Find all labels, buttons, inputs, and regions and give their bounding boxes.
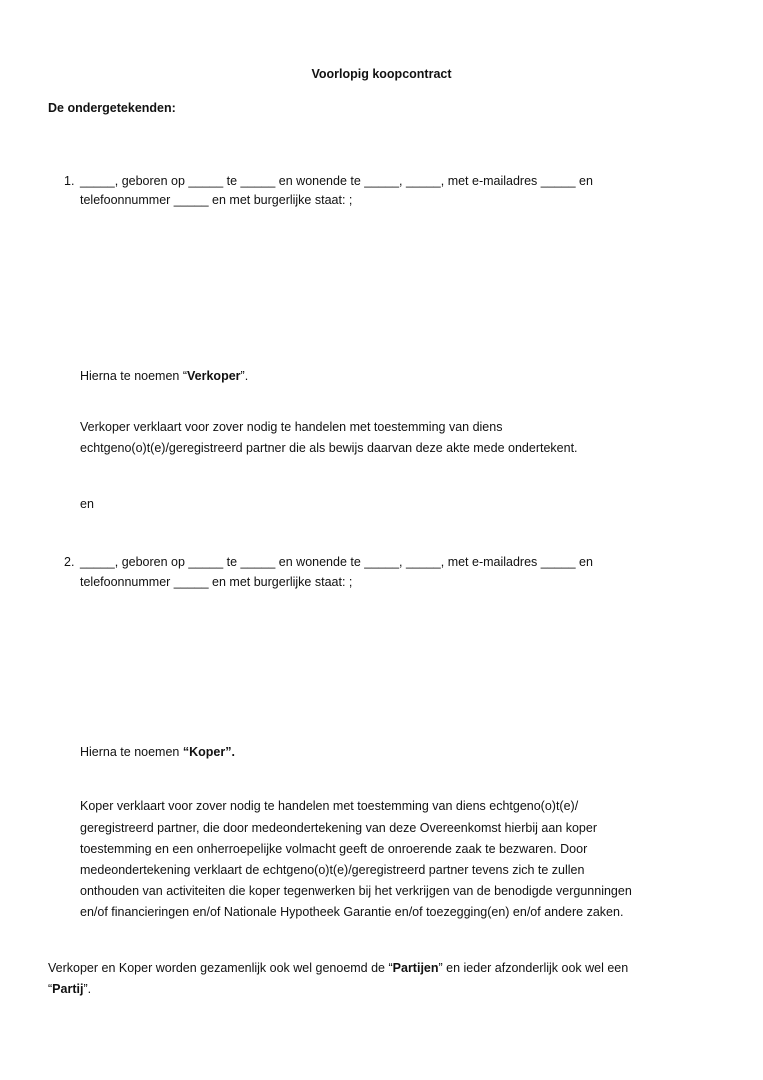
closing-line <box>48 960 628 976</box>
closing-text: ” en ieder afzonderlijk ook wel een <box>438 961 629 975</box>
party-designation <box>80 368 248 384</box>
document-title: Voorlopig koopcontract <box>311 67 452 81</box>
designation-term: “Koper”. <box>182 745 235 759</box>
term-partijen: Partijen <box>392 961 439 975</box>
consent-line: medeondertekening verklaart de echtgeno(o)t(e)/geregistreerd partner tevens zich te zullen <box>80 863 585 877</box>
section-heading: De ondergetekenden: <box>48 101 176 115</box>
designation-text: ”. <box>240 369 249 383</box>
party-details-line: _____, geboren op _____ te _____ en wonende te _____, _____, met e-mailadres _____ en <box>80 555 593 569</box>
consent-line: Koper verklaart voor zover nodig te handelen met toestemming van diens echtgeno(o)t(e)/ <box>80 799 579 813</box>
conjunction: en <box>80 497 94 511</box>
list-number: 2. <box>64 555 75 569</box>
consent-line: echtgeno(o)t(e)/geregistreerd partner die als bewijs daarvan deze akte mede ondertekent. <box>80 441 578 455</box>
consent-line: geregistreerd partner, die door medeondertekening van deze Overeenkomst hierbij aan koper <box>80 821 597 835</box>
designation-text: Hierna te noemen “ <box>80 369 188 383</box>
term-partij: Partij <box>52 982 84 996</box>
consent-line: en/of financieringen en/of Nationale Hypotheek Garantie en/of toezegging(en) en/of andere zaken. <box>80 905 624 919</box>
consent-line: onthouden van activiteiten die koper tegenwerken bij het verkrijgen van de benodigde vergunningen <box>80 884 632 898</box>
designation-text: Hierna te noemen <box>80 745 183 759</box>
party-details-line: telefoonnummer _____ en met burgerlijke staat: ; <box>80 193 353 207</box>
closing-line <box>48 981 91 997</box>
party-details-line: _____, geboren op _____ te _____ en wonende te _____, _____, met e-mailadres _____ en <box>80 174 593 188</box>
party-designation <box>80 744 235 760</box>
designation-term: Verkoper <box>187 369 241 383</box>
closing-text: Verkoper en Koper worden gezamenlijk ook wel genoemd de “ <box>48 961 393 975</box>
closing-text: ”. <box>83 982 92 996</box>
consent-line: toestemming en een onherroepelijke volmacht geeft de onroerende zaak te bezwaren. Door <box>80 842 588 856</box>
consent-line: Verkoper verklaart voor zover nodig te handelen met toestemming van diens <box>80 420 503 434</box>
party-details-line: telefoonnummer _____ en met burgerlijke staat: ; <box>80 575 353 589</box>
closing-text: “ <box>48 982 53 996</box>
list-number: 1. <box>64 174 75 188</box>
